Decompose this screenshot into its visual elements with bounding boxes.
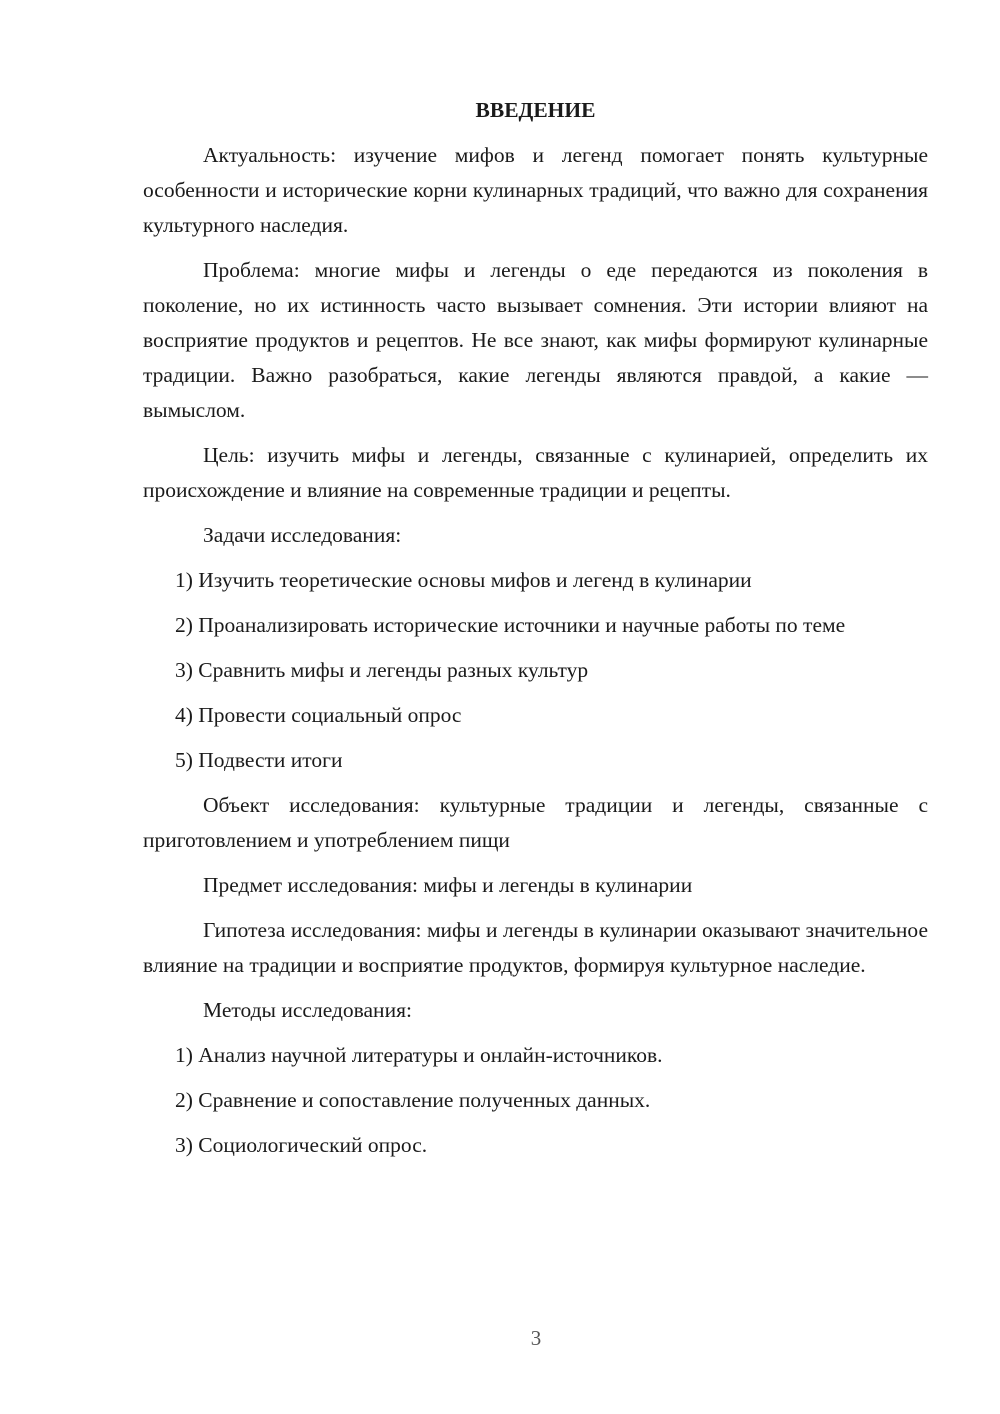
list-item-method-2: 2) Сравнение и сопоставление полученных данных. [175, 1088, 651, 1112]
paragraph-problem: Проблема: многие мифы и легенды о еде передаются из поколения в поколение, но их истинность часто вызывает сомнения. Эти истории влияют на восприятие продуктов и рецептов. Не все знают, как мифы формируют кулинарные традиции. Важно разобраться, какие легенды являются правдой, а какие — вымыслом. [143, 258, 928, 422]
list-item-method-1: 1) Анализ научной литературы и онлайн-источников. [175, 1043, 663, 1067]
page-title: ВВЕДЕНИЕ [475, 98, 596, 122]
list-item-method-3: 3) Социологический опрос. [175, 1133, 428, 1157]
document-page [143, 92, 928, 1173]
page-number: 3 [530, 1326, 542, 1350]
paragraph-goal: Цель: изучить мифы и легенды, связанные с кулинарией, определить их происхождение и влияние на современные традиции и рецепты. [143, 443, 928, 502]
paragraph-methods-heading: Методы исследования: [203, 998, 412, 1022]
list-item-task-3: 3) Сравнить мифы и легенды разных культур [175, 658, 589, 682]
paragraph-subject: Предмет исследования: мифы и легенды в кулинарии [203, 873, 693, 897]
paragraph-object: Объект исследования: культурные традиции и легенды, связанные с приготовлением и употреблением пищи [143, 793, 928, 852]
list-item-task-4: 4) Провести социальный опрос [175, 703, 462, 727]
paragraph-hypothesis: Гипотеза исследования: мифы и легенды в кулинарии оказывают значительное влияние на традиции и восприятие продуктов, формируя культурное наследие. [143, 918, 928, 977]
paragraph-relevance: Актуальность: изучение мифов и легенд помогает понять культурные особенности и исторические корни кулинарных традиций, что важно для сохранения культурного наследия. [143, 143, 928, 237]
list-item-task-2: 2) Проанализировать исторические источники и научные работы по теме [175, 613, 846, 637]
list-item-task-5: 5) Подвести итоги [175, 748, 343, 772]
list-item-task-1: 1) Изучить теоретические основы мифов и легенд в кулинарии [175, 568, 752, 592]
paragraph-tasks-heading: Задачи исследования: [203, 523, 402, 547]
